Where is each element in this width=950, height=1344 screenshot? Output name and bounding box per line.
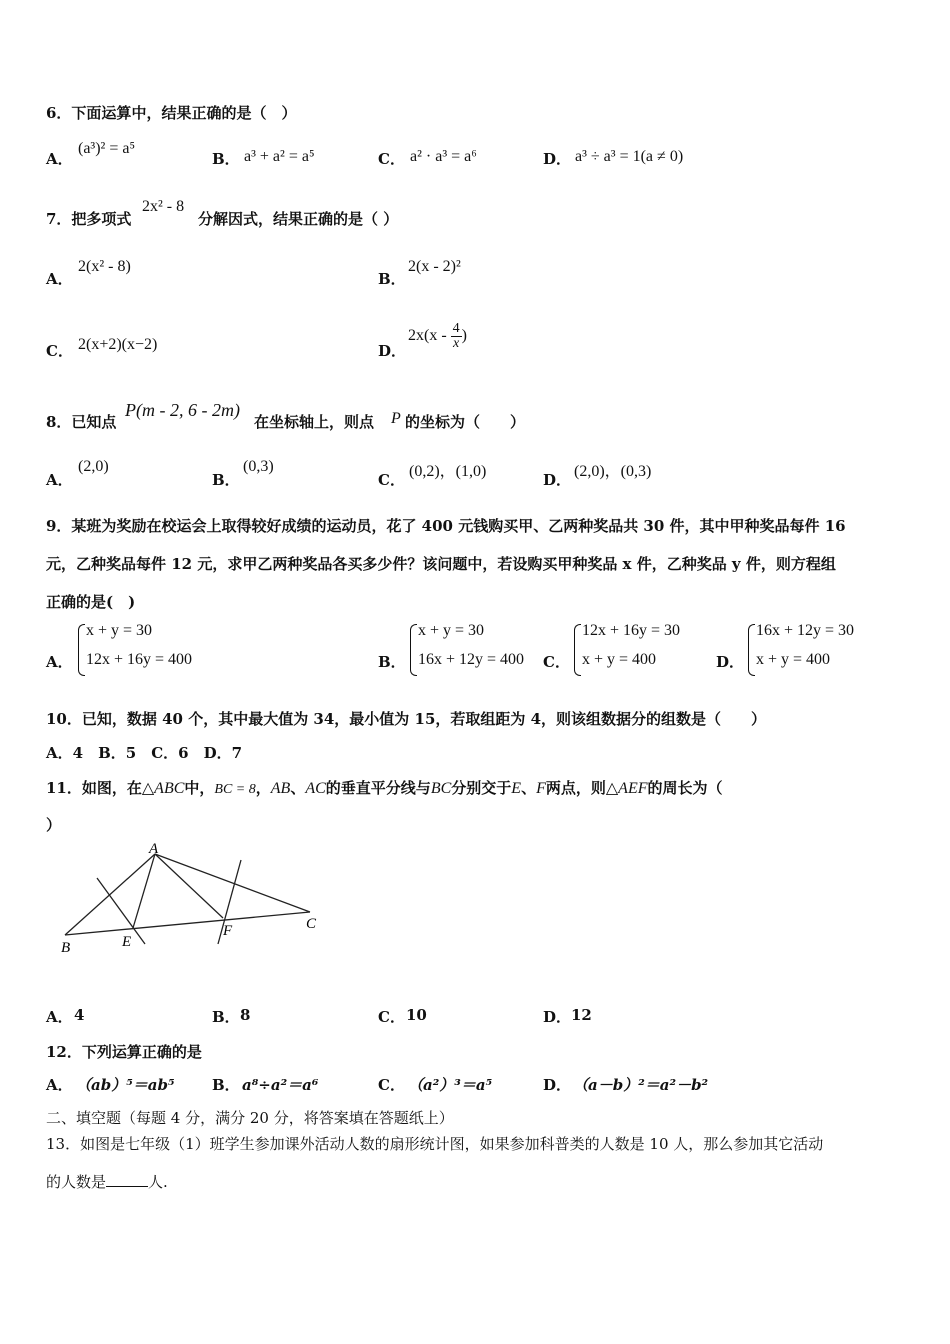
q7-stem-pre: 7．把多项式 — [46, 210, 132, 228]
q7-option-a-expr: 2(x² - 8) — [78, 258, 131, 275]
q9-option-a-label: A． — [46, 653, 73, 671]
q11-text-g: 、 — [521, 779, 537, 797]
q11-bc-eq: BC = 8 — [214, 782, 256, 797]
q7-option-a-label: A． — [46, 270, 73, 288]
brace-icon — [574, 624, 581, 676]
q11-line-1 — [46, 777, 723, 798]
segment-af — [155, 854, 223, 918]
q9-line-1: 9．某班为奖励在校运会上取得较好成绩的运动员，花了 400 元钱购买甲、乙两种奖品共 30 件，其中甲种奖品每件 16 — [46, 517, 846, 535]
q9-option-b-label: B． — [378, 653, 406, 671]
label-a: A — [149, 841, 159, 857]
q8-option-a-expr: (2,0) — [78, 458, 109, 475]
q6-option-c-expr: a² · a³ = a⁶ — [410, 148, 477, 165]
label-c: C — [306, 916, 317, 932]
segment-ab — [65, 854, 155, 935]
q7-option-b-label: B． — [378, 270, 406, 288]
q11-option-a-value: 4 — [74, 1006, 85, 1024]
q11-text-f: 分别交于 — [451, 779, 512, 797]
q7-d-expr-pre: 2x(x - — [408, 327, 451, 345]
q11-bc: BC — [430, 780, 452, 797]
q7-stem-post: 分解因式，结果正确的是（ ） — [198, 210, 399, 228]
q7-d-fraction — [451, 322, 462, 351]
q9-b-eq2: 16x + 12y = 400 — [418, 651, 525, 668]
q13-answer-blank[interactable] — [106, 1172, 148, 1187]
q11-option-d-label: D． — [543, 1008, 572, 1026]
q8-option-b-expr: (0,3) — [243, 458, 274, 475]
q6-stem: 6．下面运算中，结果正确的是（ ） — [46, 104, 297, 122]
q11-triangle-figure — [55, 840, 335, 960]
q11-f: F — [536, 780, 546, 797]
q11-line-2: ） — [46, 816, 62, 834]
q11-e: E — [511, 780, 522, 797]
q8-option-d-label: D． — [543, 471, 572, 489]
q8-stem-pre: 8．已知点 — [46, 413, 117, 431]
q6-option-a-expr: (a³)² = a⁵ — [78, 140, 136, 157]
section-2-heading: 二、填空题（每题 4 分，满分 20 分，将答案填在答题纸上） — [46, 1109, 454, 1127]
q8-option-c-expr: (0,2)，(1,0) — [409, 463, 487, 480]
brace-icon — [78, 624, 85, 676]
q6-option-a-label: A． — [46, 150, 73, 168]
q13-line-2 — [46, 1171, 168, 1192]
q10-stem: 10．已知，数据 40 个，其中最大值为 34，最小值为 15，若取组距为 4，则该组数据分的组数是（ ） — [46, 710, 767, 728]
q11-option-d-value: 12 — [571, 1006, 592, 1024]
q11-option-b-value: 8 — [240, 1006, 251, 1024]
q12-option-c-expr: （a²）³＝a⁵ — [408, 1076, 493, 1094]
q9-c-eq1: 12x + 16y = 30 — [582, 622, 681, 639]
q11-option-c-value: 10 — [406, 1006, 427, 1024]
q12-option-b-expr: a⁸÷a²＝a⁶ — [242, 1076, 319, 1094]
label-e: E — [122, 934, 132, 950]
q12-option-a-label: A． — [46, 1076, 73, 1094]
q7-option-c-label: C． — [46, 342, 73, 360]
q11-text-e: 的垂直平分线与 — [325, 779, 431, 797]
q11-triangle-aef: △AEF — [605, 780, 648, 797]
q9-option-c-label: C． — [543, 653, 570, 671]
q8-stem-p: P — [391, 410, 401, 427]
q11-text-h: 两点，则 — [545, 779, 606, 797]
q7-d-expr-post: ) — [461, 327, 467, 345]
q7-d-frac-den: x — [453, 336, 460, 351]
q6-option-c-label: C． — [378, 150, 405, 168]
q9-d-eq2: x + y = 400 — [756, 651, 831, 668]
q10-options: A．4 B．5 C．6 D．7 — [46, 744, 243, 762]
q11-ab: AB — [270, 780, 291, 797]
q12-option-a-expr: （ab）⁵＝ab⁵ — [76, 1076, 175, 1094]
q9-line-2: 元，乙种奖品每件 12 元，求甲乙两种奖品各买多少件？该问题中，若设购买甲种奖品 x 件，乙种奖品 y 件，则方程组 — [46, 555, 836, 573]
q12-option-d-label: D． — [543, 1076, 572, 1094]
q7-option-d-expr — [408, 322, 467, 351]
q8-option-b-label: B． — [212, 471, 240, 489]
q9-c-eq2: x + y = 400 — [582, 651, 657, 668]
q8-stem-post: 的坐标为（ ） — [405, 413, 526, 431]
q8-stem-mid: 在坐标轴上，则点 — [254, 413, 375, 431]
q9-a-eq1: x + y = 30 — [86, 622, 153, 639]
q13-line-1: 13．如图是七年级（1）班学生参加课外活动人数的扇形统计图，如果参加科普类的人数是 10 人，那么参加其它活动 — [46, 1135, 824, 1153]
q11-text-b: 中， — [184, 779, 215, 797]
label-b: B — [61, 940, 71, 956]
q7-d-frac-num: 4 — [452, 321, 460, 336]
q9-line-3: 正确的是( ) — [46, 593, 136, 611]
q6-option-d-expr: a³ ÷ a³ = 1(a ≠ 0) — [575, 148, 684, 165]
q12-option-b-label: B． — [212, 1076, 240, 1094]
q12-option-c-label: C． — [378, 1076, 405, 1094]
q11-option-a-label: A． — [46, 1008, 73, 1026]
q9-d-eq1: 16x + 12y = 30 — [756, 622, 855, 639]
q6-option-d-label: D． — [543, 150, 572, 168]
q7-option-b-expr: 2(x - 2)² — [408, 258, 461, 275]
q9-option-b-system — [410, 622, 545, 678]
q9-option-c-system — [574, 622, 709, 678]
q12-option-d-expr: （a－b）²＝a²－b² — [573, 1076, 709, 1094]
q8-stem-expr: P(m - 2, 6 - 2m) — [125, 400, 240, 420]
q8-option-d-expr: (2,0)，(0,3) — [574, 463, 652, 480]
segment-bc — [65, 912, 310, 935]
q8-option-c-label: C． — [378, 471, 405, 489]
q11-text-i: 的周长为（ — [647, 779, 723, 797]
q9-option-d-label: D． — [716, 653, 745, 671]
q13-text-pre: 的人数是 — [46, 1173, 107, 1191]
q11-text-d: 、 — [290, 779, 306, 797]
brace-icon — [410, 624, 417, 676]
q9-option-a-system — [78, 622, 228, 678]
q13-text-post: 人. — [148, 1173, 168, 1191]
segment-ae — [133, 854, 155, 928]
q7-stem-expr: 2x² - 8 — [142, 198, 185, 215]
q11-text-c: ， — [255, 779, 271, 797]
q9-option-d-system — [748, 622, 888, 678]
q11-ac: AC — [305, 780, 326, 797]
segment-ac — [155, 854, 310, 912]
q6-option-b-label: B． — [212, 150, 240, 168]
q7-option-c-expr: 2(x+2)(x−2) — [78, 336, 158, 353]
q11-text-a: 11．如图，在 — [46, 779, 142, 797]
q6-option-b-expr: a³ + a² = a⁵ — [244, 148, 315, 165]
label-f: F — [223, 923, 233, 939]
q8-option-a-label: A． — [46, 471, 73, 489]
q11-triangle-abc: △ABC — [141, 780, 185, 797]
q11-option-b-label: B． — [212, 1008, 240, 1026]
q9-a-eq2: 12x + 16y = 400 — [86, 651, 193, 668]
q7-option-d-label: D． — [378, 342, 407, 360]
q12-stem: 12．下列运算正确的是 — [46, 1043, 202, 1061]
brace-icon — [748, 624, 755, 676]
q11-option-c-label: C． — [378, 1008, 405, 1026]
q9-b-eq1: x + y = 30 — [418, 622, 485, 639]
